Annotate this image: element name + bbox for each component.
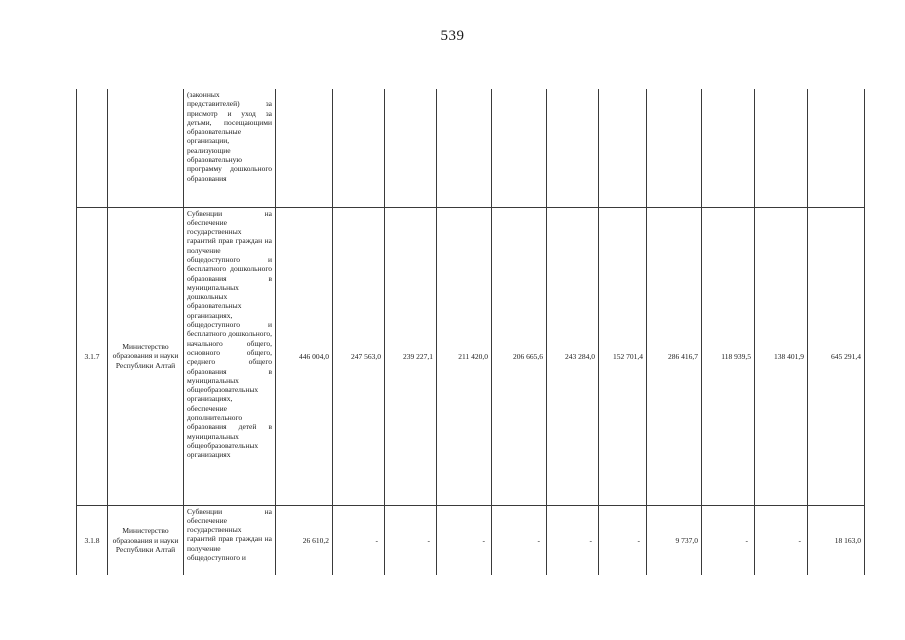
value-cell: 18 163,0 (808, 505, 865, 575)
value-cell (647, 89, 702, 207)
row-number-cell: 3.1.7 (77, 207, 108, 505)
value-cell: 9 737,0 (647, 505, 702, 575)
description-cell: (законных представителей) за присмотр и уход за детьми, посещающими образовательные организации, реализующие образовательную программу дошкольного образования (184, 89, 276, 207)
value-cell (276, 89, 333, 207)
value-cell: - (702, 505, 755, 575)
value-cell: - (437, 505, 492, 575)
value-cell (492, 89, 547, 207)
description-cell: Субвенции на обеспечение государственных гарантий прав граждан на получение общедоступного и (184, 505, 276, 575)
value-cell (385, 89, 437, 207)
value-cell (599, 89, 647, 207)
value-cell: 26 610,2 (276, 505, 333, 575)
value-cell: 152 701,4 (599, 207, 647, 505)
value-cell: 138 401,9 (755, 207, 808, 505)
responsible-org-cell (108, 89, 184, 207)
value-cell: - (385, 505, 437, 575)
value-cell (437, 89, 492, 207)
value-cell: - (755, 505, 808, 575)
page-number: 539 (440, 28, 465, 44)
budget-table (76, 89, 865, 575)
description-cell: Субвенции на обеспечение государственных гарантий прав граждан на получение общедоступного и бесплатного дошкольного образования в муниципальных дошкольных образовательных организациях, общедоступного и бесплатного дошкольного, начального общего, основного общего, среднего общего образования в муниципальных общеобразовательных организациях, обеспечение дополнительного образования детей в муниципальных общеобразовательных организациях (184, 207, 276, 505)
table-row (77, 505, 865, 575)
value-cell (702, 89, 755, 207)
value-cell (755, 89, 808, 207)
value-cell: 247 563,0 (333, 207, 385, 505)
value-cell: 239 227,1 (385, 207, 437, 505)
value-cell: 645 291,4 (808, 207, 865, 505)
value-cell (547, 89, 599, 207)
responsible-org-cell: Министерство образования и науки Республики Алтай (108, 207, 184, 505)
responsible-org-cell: Министерство образования и науки Республики Алтай (108, 505, 184, 575)
table-row (77, 207, 865, 505)
value-cell: - (492, 505, 547, 575)
row-number-cell (77, 89, 108, 207)
value-cell (808, 89, 865, 207)
table-row (77, 89, 865, 207)
value-cell: 446 004,0 (276, 207, 333, 505)
value-cell: 243 284,0 (547, 207, 599, 505)
value-cell: 118 939,5 (702, 207, 755, 505)
value-cell: - (333, 505, 385, 575)
value-cell: 286 416,7 (647, 207, 702, 505)
value-cell: 211 420,0 (437, 207, 492, 505)
value-cell: - (547, 505, 599, 575)
row-number-cell: 3.1.8 (77, 505, 108, 575)
value-cell (333, 89, 385, 207)
value-cell: - (599, 505, 647, 575)
value-cell: 206 665,6 (492, 207, 547, 505)
